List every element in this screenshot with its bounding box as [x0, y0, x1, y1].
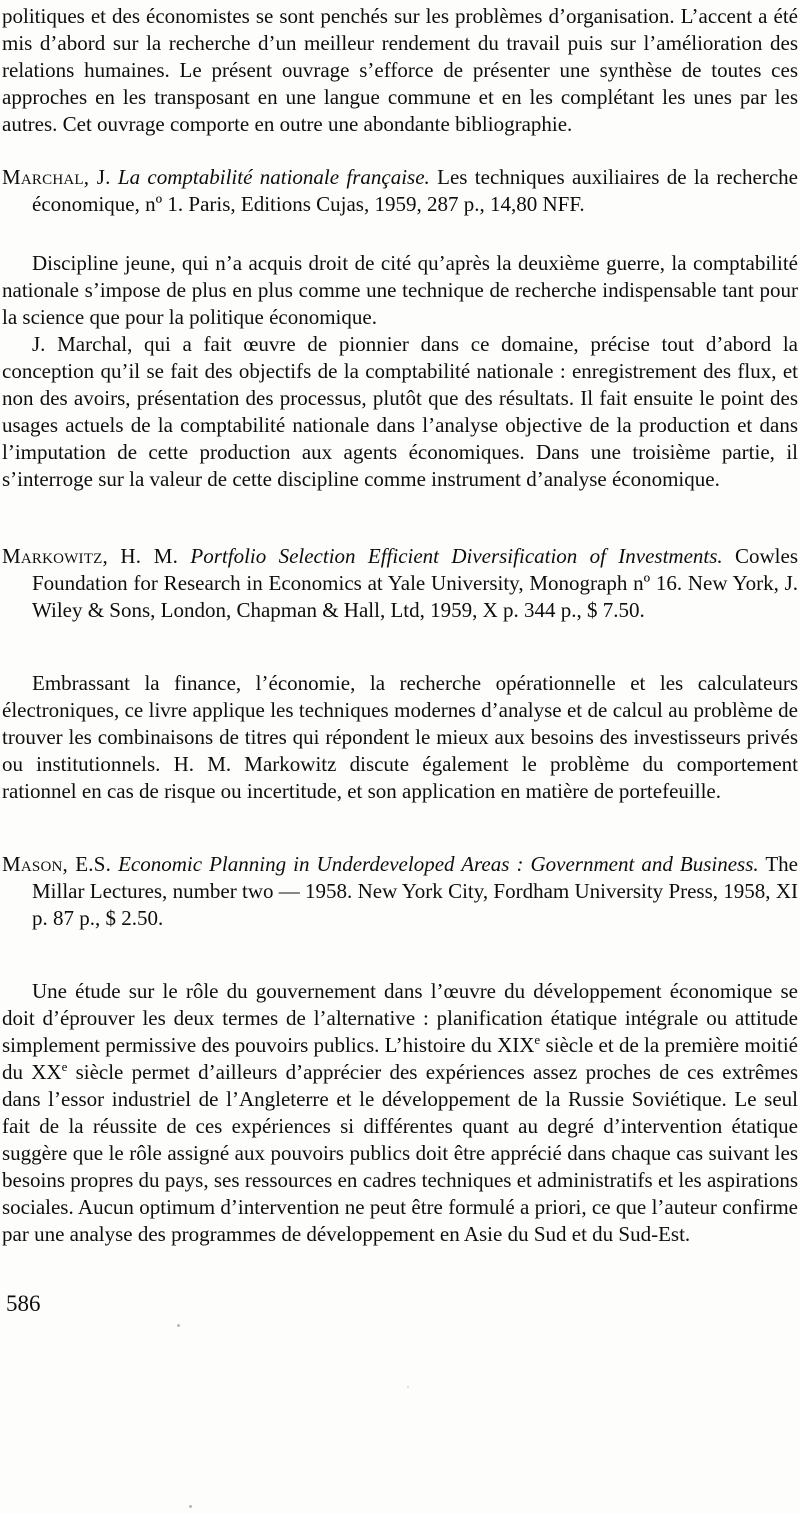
- bib-entry-mason: [2, 851, 798, 932]
- scan-artifact: [177, 1324, 180, 1327]
- review-paragraph: [2, 978, 798, 1248]
- bib-entry-marchal: [2, 164, 798, 218]
- review-text-segment: Une étude sur le rôle du gouvernement dans l’œuvre du développement économique se doit d’éprouver les deux termes de l’alternative : planification étatique intégrale ou attitude simplement permissive des pouvoirs publics. L’histoire du XIX: [2, 979, 798, 1057]
- review-paragraph: Embrassant la finance, l’économie, la recherche opérationnelle et les calculateurs électroniques, ce livre applique les techniques modernes d’analyse et de calcul au problème de trouver les combinaisons de titres qui répondent le mieux aux besoins des investisseurs privés ou institutionnels. H. M. Markowitz discute également le problème du comportement rationnel en cas de risque ou incertitude, et son application en matière de portefeuille.: [2, 671, 798, 803]
- page-number: 586: [6, 1291, 41, 1316]
- continued-review-paragraph: politiques et des économistes se sont penchés sur les problèmes d’organisation. L’accent a été mis d’abord sur la recherche d’un meilleur rendement du travail puis sur l’amélioration des relations humaines. Le présent ouvrage s’efforce de présenter une synthèse de toutes ces approches en les transposant en une langue commune et en les complétant les unes par les autres. Cet ouvrage comporte en outre une abondante bibliographie.: [2, 4, 798, 136]
- superscript-ordinal: e: [534, 1032, 541, 1047]
- review-paragraph: J. Marchal, qui a fait œuvre de pionnier dans ce domaine, précise tout d’abord la conception qu’il se fait des objectifs de la comptabilité nationale : enregistrement des flux, et non des avoirs, présentation des processus, plutôt que des résultats. Il fait ensuite le point des usages actuels de la comptabilité nationale dans l’analyse objective de la production et dans l’imputation de cette production aux agents économiques. Dans une troisième partie, il s’interroge sur la valeur de cette discipline comme instrument d’analyse économique.: [2, 332, 798, 491]
- publication-details: Cowles Foundation for Research in Economics at Yale University, Monograph nº 16. New York, J. Wiley & Sons, London, Chapman & Hall, Ltd, 1959, X p. 344 p., $ 7.50.: [32, 544, 798, 622]
- book-title: Portfolio Selection Efficient Diversification of Investments.: [178, 544, 723, 568]
- scan-artifact: [189, 1505, 192, 1508]
- publication-details: Les techniques auxiliaires de la recherche économique, nº 1. Paris, Editions Cujas, 1959, 287 p., 14,80 NFF.: [32, 165, 798, 216]
- author-name: Mason, E.S.: [2, 852, 112, 876]
- review-text-segment: siècle et de la première moitié du XX: [2, 1033, 798, 1084]
- scan-artifact: [407, 1386, 409, 1388]
- author-name: Markowitz, H. M.: [2, 544, 179, 568]
- bib-entry-markowitz: [2, 543, 798, 624]
- review-text-segment: siècle permet d’ailleurs d’apprécier des expériences assez proches de ces extrêmes dans l’essor industriel de l’Angleterre et le développement de la Russie Soviétique. Le seul fait de la réussite de ces expériences si différentes quant au degré d’intervention étatique suggère que le rôle assigné aux pouvoirs publics doit être apprécié dans chaque cas suivant les besoins propres du pays, ses ressources en cadres techniques et administratifs et les aspirations sociales. Aucun optimum d’intervention ne peut être formulé a priori, ce que l’auteur confirme par une analyse des programmes de développement en Asie du Sud et du Sud-Est.: [2, 1060, 798, 1246]
- book-title: La comptabilité nationale française.: [110, 165, 430, 189]
- publication-details: The Millar Lectures, number two — 1958. New York City, Fordham University Press, 1958, XI p. 87 p., $ 2.50.: [32, 852, 798, 930]
- book-title: Economic Planning in Underdeveloped Areas : Government and Business.: [111, 852, 759, 876]
- review-paragraph: Discipline jeune, qui n’a acquis droit de cité qu’après la deuxième guerre, la comptabilité nationale s’impose de plus en plus comme une technique de recherche indispensable tant pour la science que pour la politique économique.: [2, 251, 798, 329]
- author-name: Marchal, J.: [2, 165, 111, 189]
- superscript-ordinal: e: [61, 1059, 68, 1074]
